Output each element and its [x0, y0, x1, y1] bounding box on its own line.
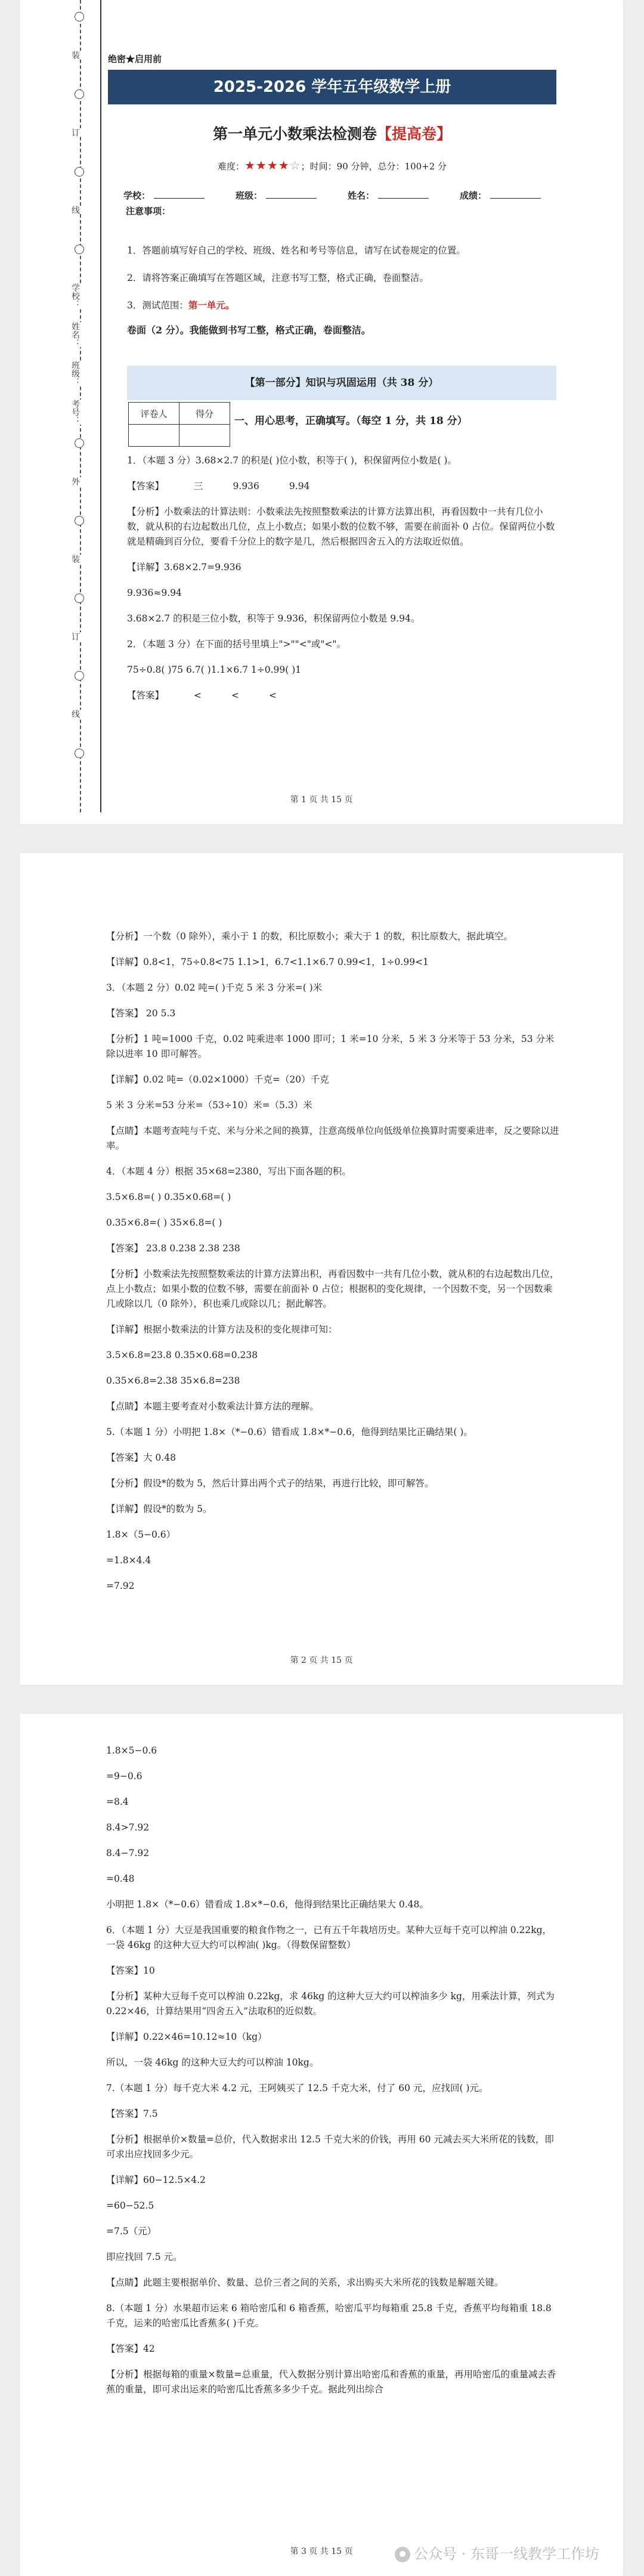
binding-circle [75, 749, 84, 758]
text-line: 0.35×6.8=2.38 35×6.8=238 [106, 1375, 240, 1386]
exam-meta: 难度：★★★★☆；时间：90 分钟，总分：100+2 分 [217, 158, 447, 172]
text-line: 5.（本题 1 分）小明把 1.8×（*−0.6）错看成 1.8×*−0.6，他得到结果比正确结果( )。 [106, 1427, 473, 1437]
text-line: 【详解】0.02 吨=（0.02×1000）千克=（20）千克 [106, 1074, 329, 1085]
text-line: 【答案】7.5 [106, 2108, 158, 2119]
score-box [128, 402, 230, 447]
question-1: 1．（本题 3 分）3.68×2.7 的积是( )位小数，积等于( )，积保留两位小数是( )。 [127, 455, 457, 466]
text-line: 【答案】 20 5.3 [106, 1008, 176, 1019]
binding-text: 线 [70, 206, 80, 214]
text-line: 3.5×6.8=23.8 0.35×0.68=0.238 [106, 1350, 258, 1360]
binding-circle [75, 245, 84, 254]
page-footer-3: 第 3 页 共 15 页 [290, 2547, 353, 2556]
text-line: 6．（本题 1 分）大豆是我国重要的粮食作物之一，已有五千年栽培历史。某种大豆每千克可以榨油 0.22kg，一袋 46kg 的这种大豆大约可以榨油( )kg。（得数保留整数） [106, 1925, 552, 1950]
answer-1: 【答案】 三 9.936 9.94 [127, 481, 310, 491]
binding-text: 装 [70, 51, 80, 59]
difficulty-stars [244, 158, 301, 172]
text-line: =0.48 [106, 1873, 135, 1884]
star-icon: ★ [278, 158, 290, 172]
question-2: 2．（本题 3 分）在下面的括号里填上">""<"或"<"。 [127, 639, 346, 650]
field-score[interactable]: 成绩： [460, 189, 541, 202]
binding-text: 学校： [70, 283, 80, 308]
binding-circle [75, 167, 84, 177]
binding-margin [69, 0, 101, 812]
difficulty-label: 难度： [217, 161, 244, 172]
notice-title: 注意事项： [126, 206, 171, 217]
binding-circle [75, 12, 84, 21]
text-line: 【分析】假设*的数为 5，然后计算出两个式子的结果，再进行比较，即可解答。 [106, 1478, 434, 1489]
text-line: 所以，一袋 46kg 的这种大豆大约可以榨油 10kg。 [106, 2057, 319, 2068]
text-line: 【分析】小数乘法先按照整数乘法的计算方法算出积，再看因数中一共有几位小数，就从积的右边起数出几位，点上小数点；如果小数的位数不够，需要在前面补 0 占位；根据积的变化规律，一个因数不变，另一个因数乘几或除以几（0 除外），积也乘几或除以几；据此解答。 [106, 1269, 559, 1309]
grader-cell[interactable] [129, 425, 179, 447]
exam-title-tag: 【提高卷】 [377, 125, 452, 143]
page-footer-2: 第 2 页 共 15 页 [290, 1656, 353, 1665]
analysis-1: 【分析】小数乘法的计算法则：小数乘法先按照整数乘法的计算方法算出积，再看因数中一共有几位小数，就从积的右边起数出几位，点上小数点；如果小数的位数不够，需要在前面补 0 占位。保留两位小数就是精确到百分位，要看千分位上的数字是几，然后根据四舍五入的方法取近似值。 [127, 506, 555, 547]
binding-circle [75, 438, 84, 448]
part-one-header: 【第一部分】知识与巩固运用（共 38 分） [127, 366, 556, 400]
text-line: 1.8×（5−0.6） [106, 1529, 176, 1540]
star-icon: ★ [255, 158, 267, 172]
text-line: 0.35×6.8=( ) 35×6.8=( ) [106, 1217, 222, 1228]
star-icon: ★ [244, 158, 256, 172]
binding-text: 订 [70, 632, 80, 641]
text-line: =60−52.5 [106, 2200, 154, 2211]
text-line: 5 米 3 分米=53 分米=（53÷10）米=（5.3）米 [106, 1100, 312, 1111]
text-line: 【分析】某种大豆每千克可以榨油 0.22kg，求 46kg 的这种大豆大约可以榨油多少 kg，用乘法计算，列式为 0.22×46，计算结果用“四舍五入”法取积的近似数。 [106, 1991, 555, 2017]
text-line: 3.5×6.8=( ) 0.35×0.68=( ) [106, 1192, 231, 1202]
page3-content [106, 1743, 559, 2408]
binding-circle [75, 593, 84, 603]
text-line: 7.（本题 1 分）每千克大米 4.2 元，王阿姨买了 12.5 千克大米，付了 60 元，应找回( )元。 [106, 2083, 488, 2093]
exam-title [108, 122, 556, 144]
student-info-fields [108, 189, 556, 202]
exam-title-main: 第一单元小数乘法检测卷 [212, 125, 377, 143]
score-cell[interactable] [179, 425, 230, 447]
page1-questions [127, 453, 556, 714]
answer-2: 【答案】 < < < [127, 690, 277, 701]
exam-banner: 2025-2026 学年五年级数学上册 [108, 70, 556, 104]
text-line: 【答案】大 0.48 [106, 1452, 176, 1463]
text-line: 1.8×5−0.6 [106, 1745, 157, 1756]
text-line: 【点睛】本题主要考查对小数乘法计算方法的理解。 [106, 1401, 319, 1412]
text-line: 【答案】 23.8 0.238 2.38 238 [106, 1243, 240, 1254]
wechat-icon [395, 2547, 410, 2562]
text-line: 即应找回 7.5 元。 [106, 2252, 182, 2262]
text-line: 8.4−7.92 [106, 1848, 150, 1858]
text-line: =1.8×4.4 [106, 1555, 151, 1566]
time-score-info: 时间：90 分钟，总分：100+2 分 [309, 161, 447, 172]
exam-page-1 [20, 0, 623, 824]
binding-text: 订 [70, 128, 80, 137]
exam-page-2 [20, 853, 623, 1685]
text-line: 【详解】假设*的数为 5。 [106, 1504, 212, 1514]
confidential-note: 绝密★启用前 [108, 54, 162, 64]
section-one-title: 一、用心思考，正确填写。（每空 1 分，共 18 分） [234, 415, 467, 427]
field-name[interactable]: 姓名： [348, 189, 429, 202]
detail-1: 【详解】3.68×2.7=9.936 [127, 562, 242, 573]
binding-text: 线 [70, 710, 80, 718]
rule-2: 2．请将答案正确填写在答题区域，注意书写工整，格式正确，卷面整洁。 [127, 273, 429, 283]
text-line: 【详解】0.22×46=10.12≈10（kg） [106, 2031, 267, 2042]
text-line: =8.4 [106, 1796, 129, 1807]
binding-text: 装 [70, 555, 80, 563]
text-line: 小明把 1.8×（*−0.6）错看成 1.8×*−0.6，他得到结果比正确结果大 0.48。 [106, 1899, 429, 1910]
text-line: 【分析】根据每箱的重量×数量=总重量，代入数据分别计算出哈密瓜和香蕉的重量，再用哈密瓜的重量减去香蕉的重量，即可求出运来的哈密瓜比香蕉多多少千克。据此列出综合 [106, 2369, 556, 2395]
text-line: 【答案】42 [106, 2343, 155, 2354]
star-icon: ☆ [289, 158, 301, 172]
watermark: 公众号 · 东哥一线教学工作坊 [395, 2542, 599, 2563]
text-line: =9−0.6 [106, 1771, 143, 1782]
text-line: 【点睛】本题考查吨与千克、米与分米之间的换算，注意高级单位向低级单位换算时需要乘进率，反之要除以进率。 [106, 1125, 559, 1151]
text-line: 【分析】1 吨=1000 千克，0.02 吨乘进率 1000 即可；1 米=10 分米，5 米 3 分米等于 53 分米，53 分米除以进率 10 即可解答。 [106, 1034, 555, 1059]
binding-text: 考号： [70, 400, 80, 425]
binding-circle [75, 671, 84, 681]
neatness-note: 卷面（2 分）。我能做到书写工整，格式正确，卷面整洁。 [127, 324, 371, 336]
rule-3: 3．测试范围：第一单元。 [127, 299, 235, 311]
score-label: 得分 [179, 403, 230, 425]
text-line: =7.5（元） [106, 2226, 157, 2237]
text-line: 3．（本题 2 分）0.02 吨=( )千克 5 米 3 分米=( )米 [106, 982, 323, 993]
page2-content [106, 929, 559, 1604]
exam-rules [127, 243, 556, 326]
binding-text: 姓名： [70, 322, 80, 347]
binding-text: 班级： [70, 361, 80, 386]
text-line: 【详解】根据小数乘法的计算方法及积的变化规律可知： [106, 1324, 338, 1335]
text-line: 8.（本题 1 分）水果超市运来 6 箱哈密瓜和 6 箱香蕉，哈密瓜平均每箱重 25.8 千克，香蕉平均每箱重 18.8 千克，运来的哈密瓜比香蕉多( )千克。 [106, 2303, 552, 2328]
detail-1c: 3.68×2.7 的积是三位小数，积等于 9.936，积保留两位小数是 9.94。 [127, 613, 420, 624]
page-footer-1: 第 1 页 共 15 页 [290, 795, 353, 805]
binding-circle [75, 89, 84, 99]
detail-1b: 9.936≈9.94 [127, 587, 182, 598]
star-icon: ★ [267, 158, 278, 172]
field-school[interactable]: 学校： [123, 189, 205, 202]
question-2-items: 75÷0.8( )75 6.7( )1.1×6.7 1÷0.99( )1 [127, 664, 302, 675]
rule-1: 1．答题前填写好自己的学校、班级、姓名和考号等信息，请写在试卷规定的位置。 [127, 245, 466, 256]
text-line: 【详解】60−12.5×4.2 [106, 2175, 206, 2185]
field-class[interactable]: 班级： [236, 189, 317, 202]
text-line: 【点睛】此题主要根据单价、数量、总价三者之间的关系，求出购买大米所花的钱数是解题关键。 [106, 2277, 504, 2288]
binding-text: 外 [70, 477, 80, 485]
text-line: 【答案】10 [106, 1965, 155, 1976]
text-line: =7.92 [106, 1581, 135, 1591]
binding-circle [75, 516, 84, 525]
text-line: 【详解】0.8<1，75÷0.8<75 1.1>1，6.7<1.1×6.7 0.99<1，1÷0.99<1 [106, 957, 429, 967]
text-line: 4．（本题 4 分）根据 35×68=2380，写出下面各题的积。 [106, 1166, 351, 1177]
text-line: 【分析】一个数（0 除外），乘小于 1 的数，积比原数小；乘大于 1 的数，积比原数大，据此填空。 [106, 931, 513, 942]
text-line: 【分析】根据单价×数量=总价，代入数据求出 12.5 千克大米的价钱，再用 60 元减去买大米所花的钱数，即可求出应找回多少元。 [106, 2134, 554, 2160]
exam-page-3 [20, 1714, 623, 2576]
text-line: 8.4>7.92 [106, 1822, 150, 1833]
grader-label: 评卷人 [129, 403, 179, 425]
